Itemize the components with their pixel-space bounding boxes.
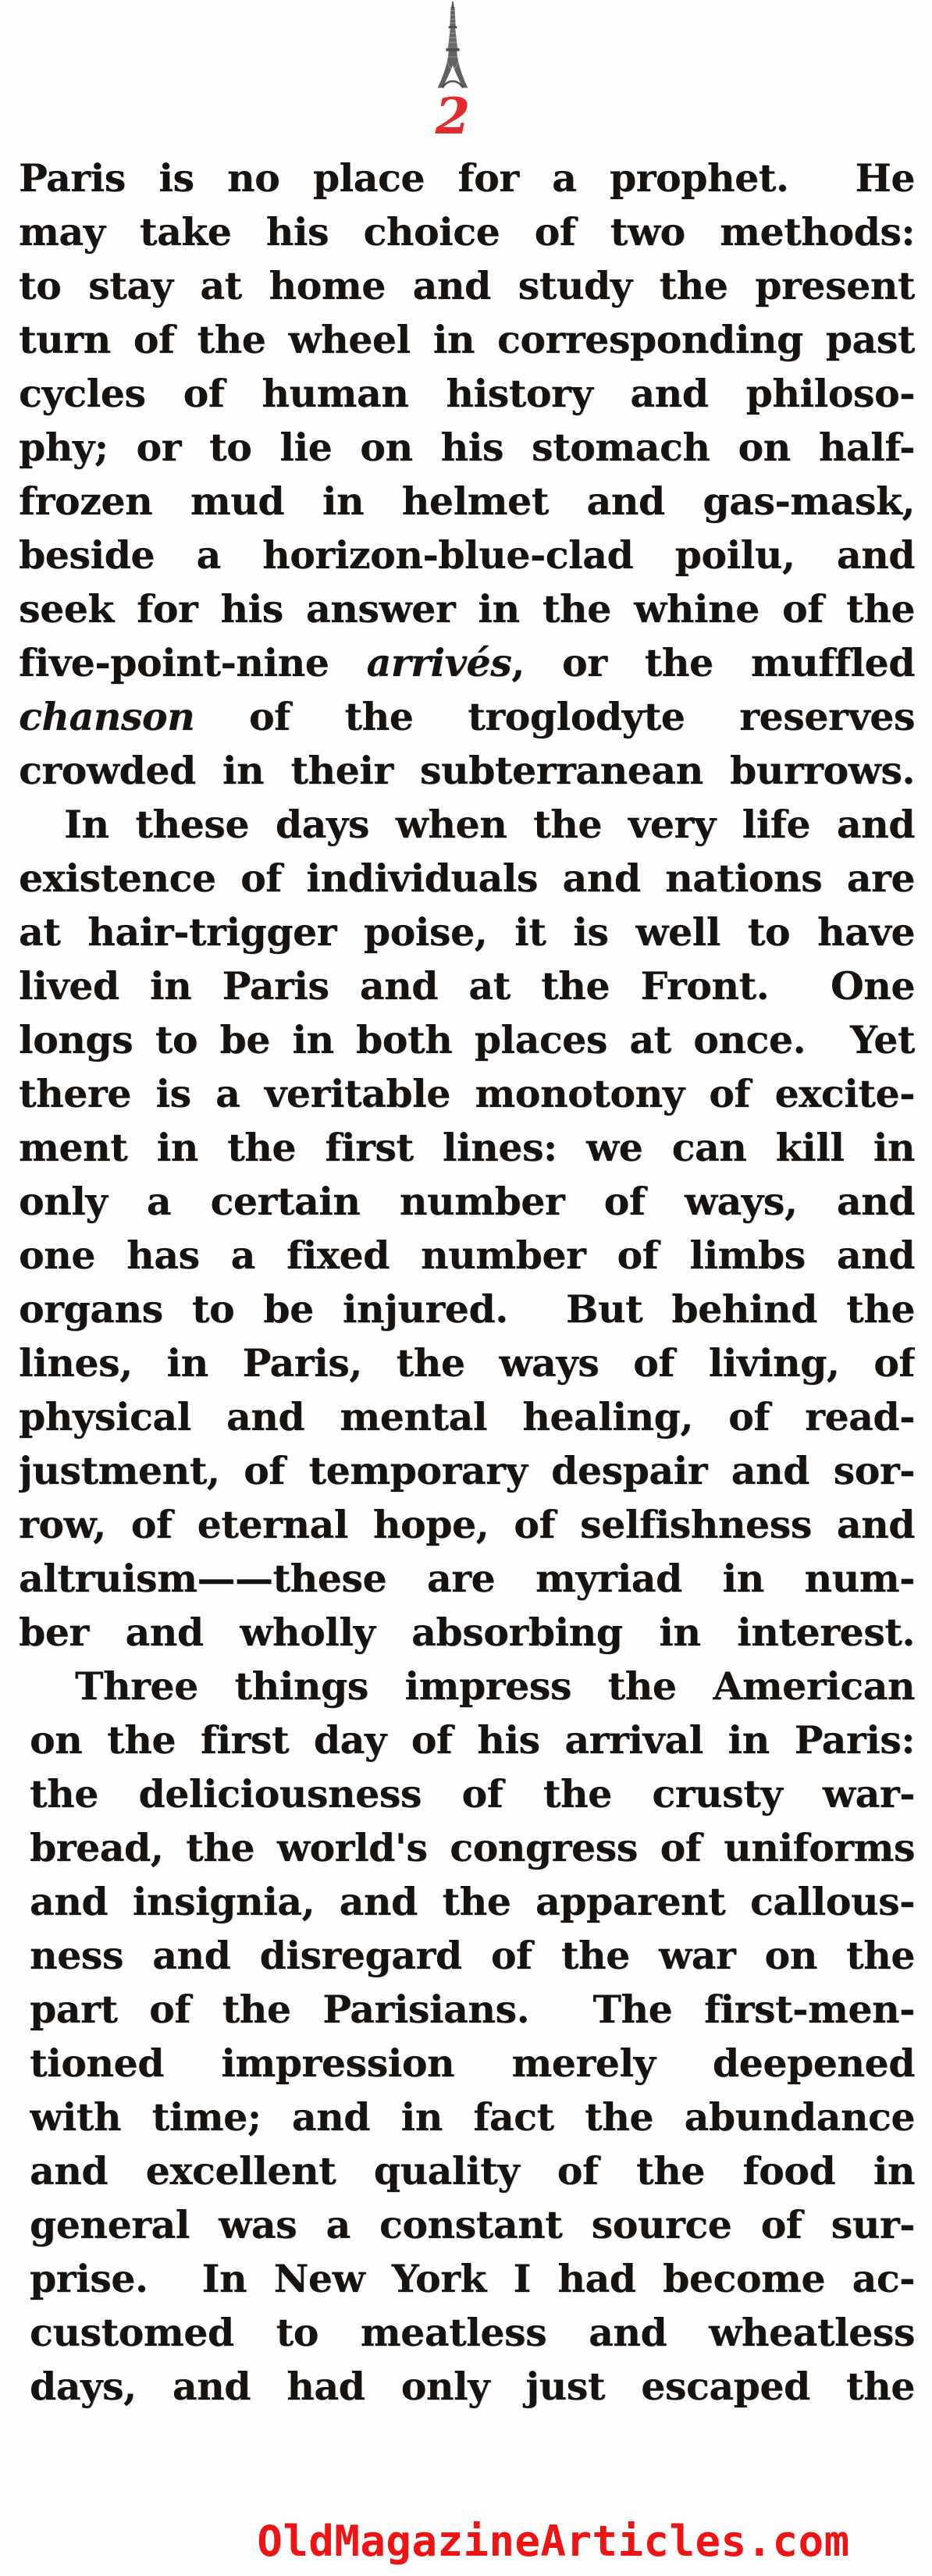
text-segment: beside a horizon-blue-clad poilu, and [19, 532, 915, 578]
text-line [19, 582, 915, 636]
text-line [19, 1606, 915, 1660]
text-line [30, 2360, 915, 2414]
text-segment: turn of the wheel in corresponding past [19, 317, 915, 362]
text-line [30, 1875, 915, 1929]
text-segment: altruism——these are myriad in num- [19, 1556, 915, 1601]
text-segment: lines, in Paris, the ways of living, of [19, 1340, 915, 1386]
text-segment: physical and mental healing, of read- [19, 1394, 915, 1439]
text-segment: five-point-nine [19, 640, 367, 685]
text-line [30, 1821, 915, 1875]
paragraph [19, 798, 915, 1660]
text-segment: of the troglodyte reserves [194, 694, 915, 739]
text-line [19, 367, 915, 421]
text-line [30, 2252, 915, 2306]
italic-word: chanson [19, 694, 195, 739]
page-number: 2 [435, 87, 471, 146]
text-line [19, 475, 915, 528]
text-segment: justment, of temporary despair and sor- [19, 1448, 915, 1493]
text-line [19, 1175, 915, 1229]
text-segment: ness and disregard of the war on the [30, 1933, 915, 1978]
text-line [19, 906, 915, 959]
text-line [30, 2198, 915, 2252]
paragraph [19, 151, 915, 798]
text-segment: one has a fixed number of limbs and [19, 1233, 915, 1278]
eiffel-tower-icon [435, 2, 471, 89]
text-segment: and insignia, and the apparent callous- [30, 1879, 915, 1924]
text-segment: cycles of human history and philoso- [19, 371, 915, 416]
text-line [19, 205, 915, 259]
footer-watermark [87, 2517, 932, 2566]
footer-site-name: OldMagazineArticles.com [257, 2517, 850, 2566]
text-line [19, 852, 915, 906]
text-segment: row, of eternal hope, of selfishness and [19, 1502, 915, 1547]
text-line [30, 2090, 915, 2144]
text-segment: tioned impression merely deepened [30, 2041, 915, 2086]
text-segment: may take his choice of two methods: [19, 209, 915, 254]
text-line [19, 1121, 915, 1175]
text-line [19, 1498, 915, 1552]
text-line [19, 1552, 915, 1606]
text-line [19, 744, 915, 798]
text-segment: and excellent quality of the food in [30, 2148, 915, 2194]
text-line [19, 1067, 915, 1121]
text-segment: In these days when the very life and [64, 802, 915, 847]
text-line [30, 2306, 915, 2360]
text-segment: seek for his answer in the whine of the [19, 586, 915, 632]
page-header [0, 0, 905, 145]
text-segment: customed to meatless and wheatless [30, 2310, 915, 2355]
text-segment: general was a constant source of sur- [30, 2202, 915, 2247]
text-segment: organs to be injured. But behind the [19, 1286, 915, 1332]
text-segment: Three things impress the American [75, 1663, 915, 1709]
text-line [30, 1713, 915, 1767]
text-line [30, 1929, 915, 1983]
text-line [30, 2037, 915, 2090]
article-text [0, 151, 932, 2414]
text-segment: at hair-trigger poise, it is well to have [19, 909, 915, 955]
text-line [30, 1983, 915, 2037]
text-line [19, 1444, 915, 1498]
text-segment: there is a veritable monotony of excite- [19, 1071, 915, 1116]
text-line [19, 636, 915, 690]
text-segment: , or the muffled [511, 640, 915, 685]
text-segment: to stay at home and study the present [19, 263, 915, 308]
text-segment: the deliciousness of the crusty war- [30, 1771, 915, 1816]
text-line [19, 151, 915, 205]
text-line [30, 1660, 915, 1713]
text-line [30, 1767, 915, 1821]
text-line [19, 1229, 915, 1283]
text-line [19, 1390, 915, 1444]
text-segment: on the first day of his arrival in Paris: [30, 1717, 915, 1763]
text-segment: days, and had only just escaped the [30, 2364, 915, 2409]
text-line [19, 1283, 915, 1336]
text-line [19, 690, 915, 744]
text-segment: Paris is no place for a prophet. He [19, 155, 915, 201]
text-segment: crowded in their subterranean burrows. [19, 748, 915, 793]
text-line [19, 1013, 915, 1067]
text-segment: ber and wholly absorbing in interest. [19, 1610, 915, 1655]
text-segment: lived in Paris and at the Front. One [19, 963, 915, 1009]
text-line [19, 313, 915, 367]
text-segment: prise. In New York I had become ac- [30, 2256, 915, 2301]
italic-word: arrivés [366, 640, 512, 685]
text-segment: frozen mud in helmet and gas-mask, [19, 479, 915, 524]
text-line [19, 798, 915, 852]
text-line [30, 2144, 915, 2198]
text-segment: part of the Parisians. The first-men- [30, 1987, 915, 2032]
text-line [19, 1336, 915, 1390]
text-segment: phy; or to lie on his stomach on half- [19, 425, 915, 470]
text-line [19, 959, 915, 1013]
text-line [19, 259, 915, 313]
text-segment: longs to be in both places at once. Yet [19, 1017, 915, 1062]
text-segment: ment in the first lines: we can kill in [19, 1125, 915, 1170]
text-segment: existence of individuals and nations are [19, 856, 915, 901]
text-segment: with time; and in fact the abundance [30, 2094, 915, 2140]
text-line [19, 528, 915, 582]
text-segment: bread, the world's congress of uniforms [30, 1825, 915, 1870]
text-line [19, 421, 915, 475]
paragraph [19, 1660, 915, 2414]
text-segment: only a certain number of ways, and [19, 1179, 915, 1224]
